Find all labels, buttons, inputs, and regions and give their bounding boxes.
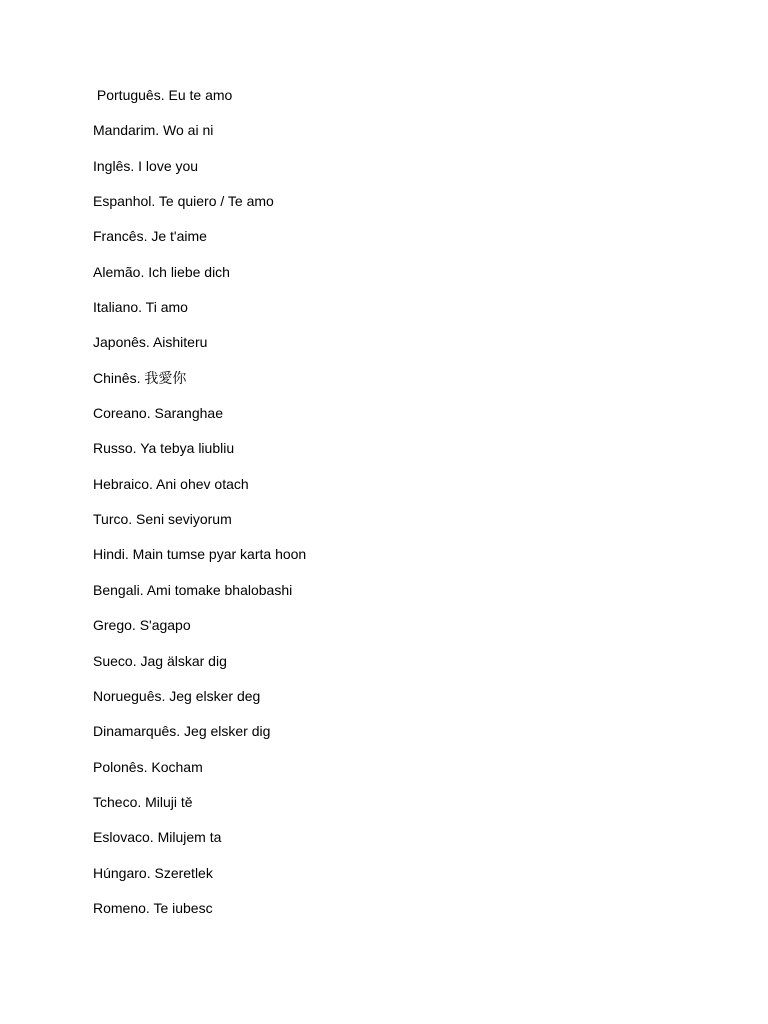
phrase-line: Hindi. Main tumse pyar karta hoon [93, 546, 307, 563]
phrase-line: Bengali. Ami tomake bhalobashi [93, 581, 293, 598]
phrase-line: Italiano. Ti amo [93, 299, 188, 316]
phrase-line: Espanhol. Te quiero / Te amo [93, 193, 274, 210]
phrase-line: Polonês. Kocham [93, 758, 203, 775]
phrase-line: Chinês. 我愛你 [93, 369, 187, 386]
phrase-line: Húngaro. Szeretlek [93, 864, 213, 881]
phrase-line: Mandarim. Wo ai ni [93, 122, 214, 139]
phrase-line: Norueguês. Jeg elsker deg [93, 687, 261, 704]
phrase-line: Turco. Seni seviyorum [93, 511, 232, 528]
phrase-line: Eslovaco. Milujem ta [93, 829, 222, 846]
phrase-line: Grego. S'agapo [93, 617, 191, 634]
phrase-line: Russo. Ya tebya liubliu [93, 440, 235, 457]
phrase-line: Inglês. I love you [93, 157, 199, 174]
phrase-line: Dinamarquês. Jeg elsker dig [93, 723, 271, 740]
phrase-list [93, 86, 306, 934]
phrase-line: Hebraico. Ani ohev otach [93, 475, 249, 492]
phrase-line: Português. Eu te amo [93, 87, 233, 103]
phrase-line: Sueco. Jag älskar dig [93, 652, 227, 669]
phrase-line: Tcheco. Miluji tě [93, 793, 193, 810]
phrase-line: Romeno. Te iubesc [93, 899, 213, 916]
phrase-line: Alemão. Ich liebe dich [93, 263, 230, 280]
phrase-line: Japonês. Aishiteru [93, 334, 208, 351]
phrase-line: Francês. Je t'aime [93, 228, 207, 245]
phrase-line: Coreano. Saranghae [93, 405, 223, 422]
